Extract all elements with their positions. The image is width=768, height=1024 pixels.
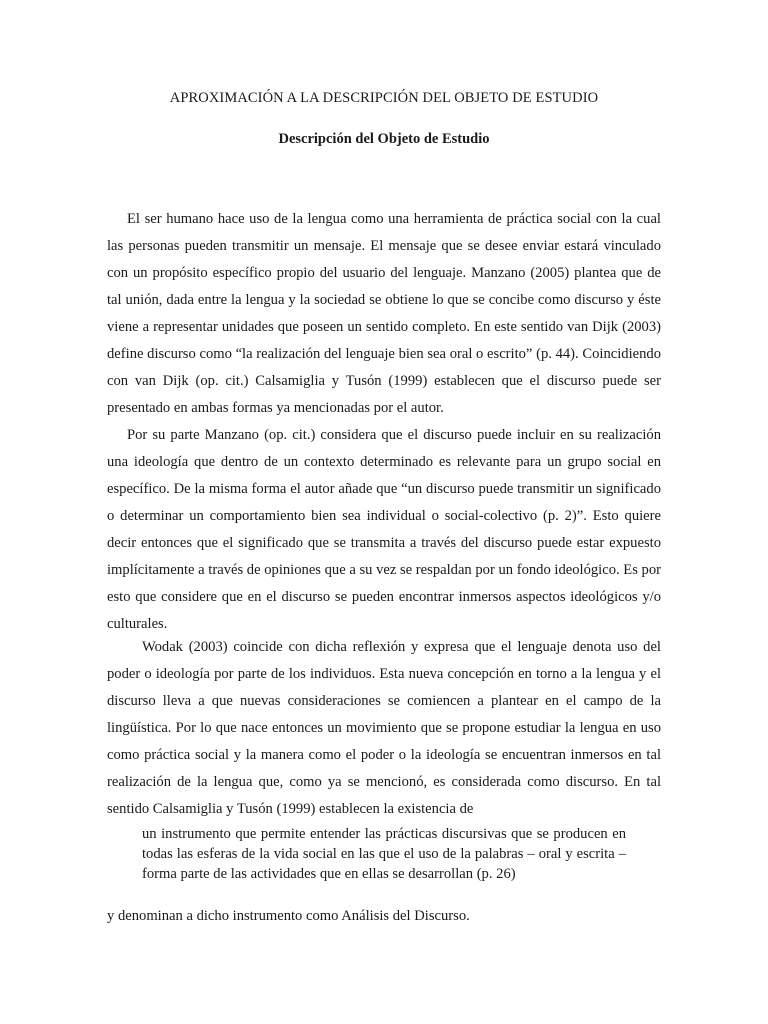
document-subtitle: Descripción del Objeto de Estudio [278,131,490,147]
block-quote: un instrumento que permite entender las prácticas discursivas que se producen en todas las esferas de la vida social en las que el uso de la palabras – oral y escrita – forma parte de las actividades que en ellas se desarrollan (p. 26) [142,826,626,882]
paragraph-3: Wodak (2003) coincide con dicha reflexión y expresa que el lenguaje denota uso del poder o ideología por parte de los individuos. Esta nueva concepción en torno a la lengua y el discurso lleva a que nuevas consideraciones se comiencen a plantear en el campo de la lingüística. Por lo que nace entonces un movimiento que se propone estudiar la lengua en uso como práctica social y la manera como el poder o la ideología se encuentran inmersos en tal realización de la lengua que, como ya se mencionó, es considerada como discurso. En tal sentido Calsamiglia y Tusón (1999) establecen la existencia de [107,639,661,817]
closing-sentence: y denominan a dicho instrumento como Análisis del Discurso. [107,908,470,924]
paragraph-2: Por su parte Manzano (op. cit.) considera que el discurso puede incluir en su realización una ideología que dentro de un contexto determinado es relevante para un grupo social en específico. De la misma forma el autor añade que “un discurso puede transmitir un significado o determinar un comportamiento bien sea individual o social-colectivo (p. 2)”. Esto quiere decir entonces que el significado que se transmita a través del discurso puede estar expuesto implícitamente a través de opiniones que a su vez se respaldan por un fondo ideológico. Es por esto que considere que en el discurso se pueden encontrar inmersos aspectos ideológicos y/o culturales. [107,427,661,632]
paragraph-1: El ser humano hace uso de la lengua como una herramienta de práctica social con la cual las personas pueden transmitir un mensaje. El mensaje que se desee enviar estará vinculado con un propósito específico propio del usuario del lenguaje. Manzano (2005) plantea que de tal unión, dada entre la lengua y la sociedad se obtiene lo que se concibe como discurso y éste viene a representar unidades que poseen un sentido completo. En este sentido van Dijk (2003) define discurso como “la realización del lenguaje bien sea oral o escrito” (p. 44). Coincidiendo con van Dijk (op. cit.) Calsamiglia y Tusón (1999) establecen que el discurso puede ser presentado en ambas formas ya mencionadas por el autor. [107,211,661,416]
document-title: APROXIMACIÓN A LA DESCRIPCIÓN DEL OBJETO DE ESTUDIO [169,90,599,106]
